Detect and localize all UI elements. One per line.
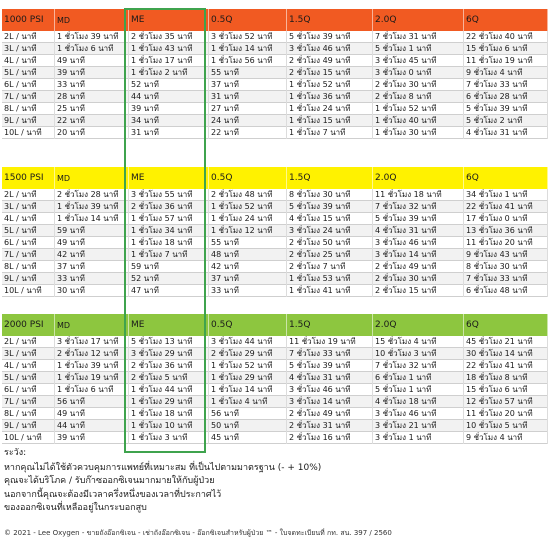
duration-cell: 2 ชั่วโมง 30 นาที: [373, 273, 464, 285]
duration-cell: 2 ชั่วโมง 5 นาที: [129, 372, 209, 384]
flow-rate-cell: 6L / นาที: [2, 384, 55, 396]
duration-cell: 7 ชั่วโมง 33 นาที: [464, 79, 548, 91]
flow-rate-cell: 8L / นาที: [2, 408, 55, 420]
duration-cell: 3 ชั่วโมง 21 นาที: [373, 420, 464, 432]
duration-cell: 37 นาที: [209, 79, 287, 91]
flow-rate-cell: 8L / นาที: [2, 261, 55, 273]
duration-cell: 1 ชั่วโมง 14 นาที: [209, 384, 287, 396]
duration-cell: 15 ชั่วโมง 6 นาที: [464, 384, 548, 396]
table-row: [2, 103, 548, 115]
duration-cell: 2 ชั่วโมง 36 นาที: [129, 201, 209, 213]
table-row: [2, 115, 548, 127]
column-header: 6Q: [464, 314, 548, 336]
flow-rate-cell: 4L / นาที: [2, 55, 55, 67]
flow-rate-cell: 3L / นาที: [2, 348, 55, 360]
duration-cell: 5 ชั่วโมง 39 นาที: [373, 213, 464, 225]
column-header: 0.5Q: [209, 167, 287, 189]
duration-cell: 37 นาที: [55, 261, 129, 273]
duration-cell: 4 ชั่วโมง 15 นาที: [287, 213, 373, 225]
duration-cell: 1 ชั่วโมง 52 นาที: [287, 79, 373, 91]
table-row: [2, 225, 548, 237]
duration-cell: 3 ชั่วโมง 46 นาที: [373, 408, 464, 420]
duration-cell: 2 ชั่วโมง 30 นาที: [373, 79, 464, 91]
duration-cell: 10 ชั่วโมง 3 นาที: [373, 348, 464, 360]
table-row: [2, 237, 548, 249]
duration-cell: 2 ชั่วโมง 36 นาที: [129, 360, 209, 372]
duration-cell: 1 ชั่วโมง 52 นาที: [209, 201, 287, 213]
psi-table-3: [2, 314, 548, 444]
flow-rate-cell: 4L / นาที: [2, 360, 55, 372]
psi-table-1: [2, 9, 548, 139]
duration-cell: 47 นาที: [129, 285, 209, 297]
table-row: [2, 91, 548, 103]
flow-rate-cell: 9L / นาที: [2, 115, 55, 127]
duration-cell: 1 ชั่วโมง 14 นาที: [55, 213, 129, 225]
duration-cell: 1 ชั่วโมง 15 นาที: [287, 115, 373, 127]
duration-cell: 1 ชั่วโมง 4 นาที: [209, 396, 287, 408]
duration-cell: 1 ชั่วโมง 14 นาที: [209, 43, 287, 55]
duration-cell: 22 ชั่วโมง 41 นาที: [464, 360, 548, 372]
column-header: 2.0Q: [373, 167, 464, 189]
column-header: 1.5Q: [287, 9, 373, 31]
table-row: [2, 336, 548, 348]
duration-cell: 2 ชั่วโมง 49 นาที: [373, 261, 464, 273]
duration-cell: 6 ชั่วโมง 28 นาที: [464, 91, 548, 103]
duration-cell: 1 ชั่วโมง 3 นาที: [129, 432, 209, 444]
duration-cell: 25 นาที: [55, 103, 129, 115]
flow-rate-cell: 3L / นาที: [2, 43, 55, 55]
column-header: 2.0Q: [373, 9, 464, 31]
duration-cell: 44 นาที: [129, 91, 209, 103]
duration-cell: 45 นาที: [209, 432, 287, 444]
duration-cell: 22 นาที: [209, 127, 287, 139]
duration-cell: 45 ชั่วโมง 21 นาที: [464, 336, 548, 348]
flow-rate-cell: 8L / นาที: [2, 103, 55, 115]
flow-rate-cell: 10L / นาที: [2, 432, 55, 444]
duration-cell: 31 นาที: [129, 127, 209, 139]
duration-cell: 2 ชั่วโมง 8 นาที: [373, 91, 464, 103]
column-header: ME: [129, 167, 209, 189]
duration-cell: 11 ชั่วโมง 19 นาที: [464, 55, 548, 67]
duration-cell: 11 ชั่วโมง 18 นาที: [373, 189, 464, 201]
pressure-label: 1500 PSI: [2, 167, 55, 189]
duration-cell: 1 ชั่วโมง 19 นาที: [55, 372, 129, 384]
duration-cell: 56 นาที: [55, 396, 129, 408]
duration-cell: 48 นาที: [209, 249, 287, 261]
duration-cell: 2 ชั่วโมง 49 นาที: [287, 408, 373, 420]
duration-cell: 39 นาที: [55, 432, 129, 444]
duration-cell: 2 ชั่วโมง 15 นาที: [287, 67, 373, 79]
table-header-row: [2, 167, 548, 189]
warning-line: นอกจากนี้คุณจะต้องมีเวลาครึ่งหนึ่งของเวลาที่ประกาศไว้: [4, 489, 222, 500]
table-row: [2, 43, 548, 55]
flow-rate-cell: 5L / นาที: [2, 372, 55, 384]
duration-cell: 59 นาที: [55, 225, 129, 237]
table-body: [2, 31, 548, 139]
duration-cell: 4 ชั่วโมง 31 นาที: [464, 127, 548, 139]
duration-cell: 3 ชั่วโมง 24 นาที: [287, 225, 373, 237]
duration-cell: 3 ชั่วโมง 46 นาที: [287, 384, 373, 396]
duration-cell: 59 นาที: [129, 261, 209, 273]
flow-rate-cell: 7L / นาที: [2, 91, 55, 103]
warning-line: ของออกซิเจนที่เหลืออยู่ในกระบอกสูบ: [4, 503, 147, 513]
flow-rate-cell: 2L / นาที: [2, 189, 55, 201]
duration-cell: 2 ชั่วโมง 7 นาที: [287, 261, 373, 273]
duration-cell: 3 ชั่วโมง 14 นาที: [287, 396, 373, 408]
duration-cell: 22 นาที: [55, 115, 129, 127]
duration-cell: 50 นาที: [209, 420, 287, 432]
pressure-label: 1000 PSI: [2, 9, 55, 31]
duration-cell: 11 ชั่วโมง 19 นาที: [287, 336, 373, 348]
duration-cell: 24 นาที: [209, 115, 287, 127]
column-header: MD: [55, 9, 129, 31]
table-row: [2, 55, 548, 67]
table-row: [2, 213, 548, 225]
flow-rate-cell: 3L / นาที: [2, 201, 55, 213]
duration-cell: 5 ชั่วโมง 2 นาที: [464, 115, 548, 127]
duration-cell: 30 ชั่วโมง 14 นาที: [464, 348, 548, 360]
duration-cell: 12 ชั่วโมง 57 นาที: [464, 396, 548, 408]
column-header: 0.5Q: [209, 314, 287, 336]
duration-cell: 1 ชั่วโมง 7 นาที: [129, 249, 209, 261]
duration-cell: 22 ชั่วโมง 40 นาที: [464, 31, 548, 43]
duration-cell: 1 ชั่วโมง 52 นาที: [209, 360, 287, 372]
table-header-row: [2, 9, 548, 31]
warning-line: หากคุณไม่ได้ใช้ตัวควบคุมการแพทย์ที่เหมาะสม ที่เป็นไปตามมาตรฐาน (- + 10%): [4, 462, 322, 473]
column-header: 1.5Q: [287, 167, 373, 189]
duration-cell: 52 นาที: [129, 273, 209, 285]
flow-rate-cell: 10L / นาที: [2, 127, 55, 139]
duration-cell: 1 ชั่วโมง 39 นาที: [55, 360, 129, 372]
column-header: ME: [129, 9, 209, 31]
flow-rate-cell: 7L / นาที: [2, 249, 55, 261]
duration-cell: 4 ชั่วโมง 31 นาที: [287, 372, 373, 384]
duration-cell: 27 นาที: [209, 103, 287, 115]
duration-cell: 5 ชั่วโมง 13 นาที: [129, 336, 209, 348]
duration-cell: 3 ชั่วโมง 14 นาที: [373, 249, 464, 261]
duration-cell: 2 ชั่วโมง 15 นาที: [373, 285, 464, 297]
duration-cell: 2 ชั่วโมง 29 นาที: [209, 348, 287, 360]
duration-cell: 1 ชั่วโมง 6 นาที: [55, 384, 129, 396]
duration-cell: 1 ชั่วโมง 24 นาที: [209, 213, 287, 225]
duration-cell: 7 ชั่วโมง 32 นาที: [373, 201, 464, 213]
duration-cell: 49 นาที: [55, 55, 129, 67]
table-row: [2, 249, 548, 261]
duration-cell: 1 ชั่วโมง 10 นาที: [129, 420, 209, 432]
duration-cell: 28 นาที: [55, 91, 129, 103]
duration-cell: 10 ชั่วโมง 5 นาที: [464, 420, 548, 432]
duration-cell: 3 ชั่วโมง 44 นาที: [209, 336, 287, 348]
duration-cell: 1 ชั่วโมง 18 นาที: [129, 408, 209, 420]
duration-cell: 49 นาที: [55, 408, 129, 420]
duration-cell: 55 นาที: [209, 67, 287, 79]
duration-cell: 1 ชั่วโมง 53 นาที: [287, 273, 373, 285]
duration-cell: 39 นาที: [129, 103, 209, 115]
duration-cell: 3 ชั่วโมง 1 นาที: [373, 432, 464, 444]
duration-cell: 2 ชั่วโมง 16 นาที: [287, 432, 373, 444]
duration-cell: 42 นาที: [55, 249, 129, 261]
duration-cell: 15 ชั่วโมง 4 นาที: [373, 336, 464, 348]
table-row: [2, 189, 548, 201]
duration-cell: 7 ชั่วโมง 31 นาที: [373, 31, 464, 43]
duration-cell: 5 ชั่วโมง 39 นาที: [287, 360, 373, 372]
table-row: [2, 384, 548, 396]
duration-cell: 5 ชั่วโมง 39 นาที: [287, 31, 373, 43]
column-header: 0.5Q: [209, 9, 287, 31]
flow-rate-cell: 9L / นาที: [2, 273, 55, 285]
duration-cell: 1 ชั่วโมง 30 นาที: [373, 127, 464, 139]
duration-cell: 39 นาที: [55, 67, 129, 79]
duration-cell: 2 ชั่วโมง 50 นาที: [287, 237, 373, 249]
duration-cell: 1 ชั่วโมง 41 นาที: [287, 285, 373, 297]
duration-cell: 6 ชั่วโมง 48 นาที: [464, 285, 548, 297]
duration-cell: 17 ชั่วโมง 0 นาที: [464, 213, 548, 225]
column-header: 6Q: [464, 167, 548, 189]
duration-cell: 1 ชั่วโมง 7 นาที: [287, 127, 373, 139]
column-header: 6Q: [464, 9, 548, 31]
duration-cell: 1 ชั่วโมง 39 นาที: [55, 31, 129, 43]
table-row: [2, 408, 548, 420]
duration-cell: 2 ชั่วโมง 12 นาที: [55, 348, 129, 360]
duration-cell: 3 ชั่วโมง 52 นาที: [209, 31, 287, 43]
duration-cell: 2 ชั่วโมง 48 นาที: [209, 189, 287, 201]
duration-cell: 1 ชั่วโมง 24 นาที: [287, 103, 373, 115]
duration-cell: 1 ชั่วโมง 29 นาที: [129, 396, 209, 408]
warning-notes: [4, 447, 321, 516]
warning-line: คุณจะได้บริโภค / รับก๊าซออกซิเจนมากมายให้กับผู้ป่วย: [4, 476, 215, 486]
table-body: [2, 189, 548, 297]
flow-rate-cell: 5L / นาที: [2, 225, 55, 237]
table-row: [2, 396, 548, 408]
duration-cell: 31 นาที: [209, 91, 287, 103]
duration-cell: 4 ชั่วโมง 31 นาที: [373, 225, 464, 237]
duration-cell: 1 ชั่วโมง 40 นาที: [373, 115, 464, 127]
duration-cell: 1 ชั่วโมง 29 นาที: [209, 372, 287, 384]
duration-cell: 55 นาที: [209, 237, 287, 249]
table-row: [2, 348, 548, 360]
duration-cell: 3 ชั่วโมง 45 นาที: [373, 55, 464, 67]
duration-cell: 2 ชั่วโมง 25 นาที: [287, 249, 373, 261]
column-header: 1.5Q: [287, 314, 373, 336]
duration-cell: 37 นาที: [209, 273, 287, 285]
table-row: [2, 201, 548, 213]
duration-cell: 1 ชั่วโมง 56 นาที: [209, 55, 287, 67]
duration-cell: 56 นาที: [209, 408, 287, 420]
copyright-footer: © 2021 - Lee Oxygen - ขายถังอ๊อกซิเจน - เช่าถังอ๊อกซิเจน - อ๊อกซิเจนสำหรับผู้ป่วย ™ - ใบจดทะเบียนที่ กท. สน. 397 / 2560: [4, 529, 392, 537]
psi-table-2: [2, 167, 548, 297]
warning-title: ระวัง:: [4, 448, 27, 458]
duration-cell: 52 นาที: [129, 79, 209, 91]
table-header-row: [2, 314, 548, 336]
duration-cell: 4 ชั่วโมง 18 นาที: [373, 396, 464, 408]
table-row: [2, 79, 548, 91]
duration-cell: 20 นาที: [55, 127, 129, 139]
table-row: [2, 261, 548, 273]
flow-rate-cell: 7L / นาที: [2, 396, 55, 408]
flow-rate-cell: 2L / นาที: [2, 336, 55, 348]
table-row: [2, 420, 548, 432]
duration-cell: 18 ชั่วโมง 8 นาที: [464, 372, 548, 384]
duration-cell: 1 ชั่วโมง 57 นาที: [129, 213, 209, 225]
duration-cell: 1 ชั่วโมง 2 นาที: [129, 67, 209, 79]
duration-cell: 42 นาที: [209, 261, 287, 273]
column-header: 2.0Q: [373, 314, 464, 336]
duration-cell: 15 ชั่วโมง 6 นาที: [464, 43, 548, 55]
duration-cell: 8 ชั่วโมง 30 นาที: [287, 189, 373, 201]
duration-cell: 3 ชั่วโมง 29 นาที: [129, 348, 209, 360]
duration-cell: 9 ชั่วโมง 4 นาที: [464, 67, 548, 79]
table-row: [2, 273, 548, 285]
column-header: MD: [55, 167, 129, 189]
duration-cell: 2 ชั่วโมง 28 นาที: [55, 189, 129, 201]
flow-rate-cell: 10L / นาที: [2, 285, 55, 297]
duration-cell: 34 นาที: [129, 115, 209, 127]
duration-cell: 49 นาที: [55, 237, 129, 249]
duration-cell: 8 ชั่วโมง 30 นาที: [464, 261, 548, 273]
duration-cell: 3 ชั่วโมง 55 นาที: [129, 189, 209, 201]
duration-cell: 3 ชั่วโมง 17 นาที: [55, 336, 129, 348]
duration-cell: 1 ชั่วโมง 6 นาที: [55, 43, 129, 55]
duration-cell: 22 ชั่วโมง 41 นาที: [464, 201, 548, 213]
flow-rate-cell: 2L / นาที: [2, 31, 55, 43]
duration-cell: 33 นาที: [55, 79, 129, 91]
duration-cell: 11 ชั่วโมง 20 นาที: [464, 237, 548, 249]
duration-cell: 1 ชั่วโมง 18 นาที: [129, 237, 209, 249]
duration-cell: 2 ชั่วโมง 31 นาที: [287, 420, 373, 432]
duration-cell: 1 ชั่วโมง 43 นาที: [129, 43, 209, 55]
duration-cell: 5 ชั่วโมง 1 นาที: [373, 43, 464, 55]
table-row: [2, 432, 548, 444]
flow-rate-cell: 4L / นาที: [2, 213, 55, 225]
duration-cell: 7 ชั่วโมง 32 นาที: [373, 360, 464, 372]
table-row: [2, 360, 548, 372]
duration-cell: 5 ชั่วโมง 1 นาที: [373, 384, 464, 396]
duration-cell: 44 นาที: [55, 420, 129, 432]
table-row: [2, 67, 548, 79]
duration-cell: 11 ชั่วโมง 20 นาที: [464, 408, 548, 420]
duration-cell: 9 ชั่วโมง 43 นาที: [464, 249, 548, 261]
flow-rate-cell: 9L / นาที: [2, 420, 55, 432]
pressure-label: 2000 PSI: [2, 314, 55, 336]
duration-cell: 2 ชั่วโมง 49 นาที: [287, 55, 373, 67]
duration-cell: 3 ชั่วโมง 0 นาที: [373, 67, 464, 79]
duration-cell: 30 นาที: [55, 285, 129, 297]
duration-cell: 7 ชั่วโมง 33 นาที: [464, 273, 548, 285]
column-header: MD: [55, 314, 129, 336]
duration-cell: 3 ชั่วโมง 46 นาที: [373, 237, 464, 249]
duration-cell: 1 ชั่วโมง 39 นาที: [55, 201, 129, 213]
column-header: ME: [129, 314, 209, 336]
duration-cell: 13 ชั่วโมง 36 นาที: [464, 225, 548, 237]
duration-cell: 5 ชั่วโมง 39 นาที: [464, 103, 548, 115]
duration-cell: 1 ชั่วโมง 36 นาที: [287, 91, 373, 103]
duration-cell: 2 ชั่วโมง 35 นาที: [129, 31, 209, 43]
duration-cell: 34 ชั่วโมง 1 นาที: [464, 189, 548, 201]
duration-cell: 1 ชั่วโมง 52 นาที: [373, 103, 464, 115]
table-row: [2, 372, 548, 384]
flow-rate-cell: 5L / นาที: [2, 67, 55, 79]
flow-rate-cell: 6L / นาที: [2, 79, 55, 91]
duration-cell: 33 นาที: [55, 273, 129, 285]
table-row: [2, 127, 548, 139]
duration-cell: 3 ชั่วโมง 46 นาที: [287, 43, 373, 55]
duration-cell: 1 ชั่วโมง 17 นาที: [129, 55, 209, 67]
duration-cell: 6 ชั่วโมง 1 นาที: [373, 372, 464, 384]
duration-cell: 9 ชั่วโมง 4 นาที: [464, 432, 548, 444]
duration-cell: 1 ชั่วโมง 34 นาที: [129, 225, 209, 237]
table-row: [2, 285, 548, 297]
duration-cell: 1 ชั่วโมง 44 นาที: [129, 384, 209, 396]
table-row: [2, 31, 548, 43]
table-body: [2, 336, 548, 444]
duration-cell: 7 ชั่วโมง 33 นาที: [287, 348, 373, 360]
duration-cell: 1 ชั่วโมง 12 นาที: [209, 225, 287, 237]
flow-rate-cell: 6L / นาที: [2, 237, 55, 249]
duration-cell: 33 นาที: [209, 285, 287, 297]
duration-cell: 5 ชั่วโมง 39 นาที: [287, 201, 373, 213]
